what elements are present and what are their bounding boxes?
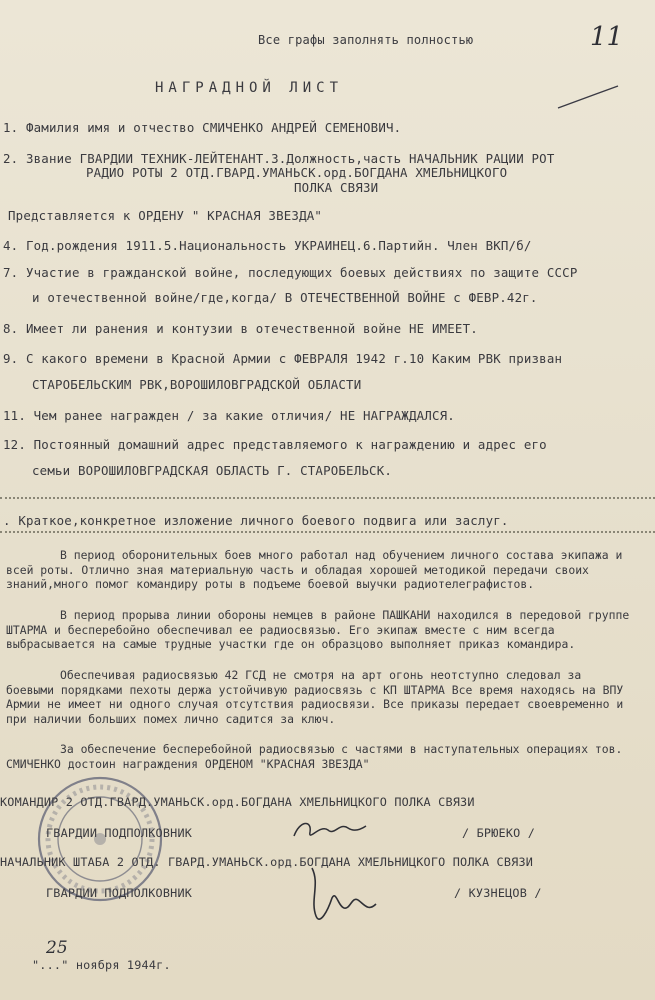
narrative-paragraph-1: В период оборонительных боев много работал над обучением личного состава экипажа и всей роты. Отлично зная материальную часть и обладая хорошей методикой передачи своих знаний,много помог командиру роты в подъеме боевой выучки радиотелеграфистов. <box>6 548 623 592</box>
item-service-line1: 9. С какого времени в Красной Армии с ФЕВРАЛЯ 1942 г.10 Каким РВК призван <box>3 351 563 366</box>
handwritten-mark <box>556 82 620 112</box>
item-name: 1. Фамилия имя и отчество СМИЧЕНКО АНДРЕЙ СЕМЕНОВИЧ. <box>3 120 402 135</box>
chief-name: / КУЗНЕЦОВ / <box>454 886 542 900</box>
page-title: НАГРАДНОЙ ЛИСТ <box>155 80 344 96</box>
item-address-line1: 12. Постоянный домашний адрес представляемого к награждению и адрес его <box>3 437 547 452</box>
item-participation-line2: и отечественной войне/где,когда/ В ОТЕЧЕСТВЕННОЙ ВОЙНЕ с ФЕВР.42г. <box>32 290 538 305</box>
commander-rank: ГВАРДИИ ПОДПОЛКОВНИК <box>46 826 193 840</box>
item-awards: 11. Чем ранее награжден / за какие отличия/ НЕ НАГРАЖДАЛСЯ. <box>3 408 455 423</box>
chief-position: НАЧАЛЬНИК ШТАБА 2 ОТД. ГВАРД.УМАНЬСК.орд.БОГДАНА ХМЕЛЬНИЦКОГО ПОЛКА СВЯЗИ <box>0 855 534 869</box>
date-text: "..." ноября 1944г. <box>32 958 171 972</box>
item-service-line2: СТАРОБЕЛЬСКИМ РВК,ВОРОШИЛОВГРАДСКОЙ ОБЛАСТИ <box>32 377 362 392</box>
chief-signature <box>292 860 388 932</box>
item-rank-line1: 2. Звание ГВАРДИИ ТЕХНИК-ЛЕЙТЕНАНТ.3.Должность,часть НАЧАЛЬНИК РАЦИИ РОТ <box>3 151 555 166</box>
item-participation-line1: 7. Участие в гражданской войне, последующих боевых действиях по защите СССР <box>3 265 578 280</box>
narrative-paragraph-3: Обеспечивая радиосвязью 42 ГСД не смотря на арт огонь неотступно следовал за боевыми порядками пехоты держа устойчивую радиосвязь с КП ШТАРМА Все время находясь на ВПУ Армии не имеет ни одного случая отсутствия радиосвязи. Все приказы передает своевременно и при наличии больших помех лично садится за ключ. <box>6 668 624 726</box>
section-divider-bottom <box>0 531 655 533</box>
section-divider <box>0 497 655 499</box>
header-note: Все графы заполнять полностью <box>258 33 474 47</box>
item-rank-line2: РАДИО РОТЫ 2 ОТД.ГВАРД.УМАНЬСК.орд.БОГДАНА ХМЕЛЬНИЦКОГО <box>86 165 508 180</box>
narrative-paragraph-2: В период прорыва линии обороны немцев в районе ПАШКАНИ находился в передовой группе ШТАРМА и бесперебойно обеспечивал ее радиосвязью. Его экипаж вместе с ним всегда выбрасывается на самые трудные участки где он образцово выполняет приказ командира. <box>6 608 630 652</box>
item-wounds: 8. Имеет ли ранения и контузии в отечественной войне НЕ ИМЕЕТ. <box>3 321 478 336</box>
page-number: 11 <box>590 22 624 52</box>
date-handwritten: 25 <box>46 938 68 958</box>
narrative-paragraph-4: За обеспечение бесперебойной радиосвязью с частями в наступательных операциях тов. СМИЧЕНКО достоин награждения ОРДЕНОМ "КРАСНАЯ ЗВЕЗДА" <box>6 742 623 771</box>
item-address-line2: семьи ВОРОШИЛОВГРАДСКАЯ ОБЛАСТЬ Г. СТАРОБЕЛЬСК. <box>32 463 393 478</box>
item-nomination: Представляется к ОРДЕНУ " КРАСНАЯ ЗВЕЗДА" <box>8 208 323 223</box>
commander-signature <box>290 814 370 848</box>
item-birth: 4. Год.рождения 1911.5.Национальность УКРАИНЕЦ.6.Партийн. Член ВКП/б/ <box>3 238 532 253</box>
commander-name: / БРЮЕКО / <box>462 826 536 840</box>
commander-position: КОМАНДИР 2 ОТД.ГВАРД.УМАНЬСК.орд.БОГДАНА ХМЕЛЬНИЦКОГО ПОЛКА СВЯЗИ <box>0 795 475 809</box>
chief-rank: ГВАРДИИ ПОДПОЛКОВНИК <box>46 886 193 900</box>
section-heading: . Краткое,конкретное изложение личного боевого подвига или заслуг. <box>3 513 509 528</box>
item-rank-line3: ПОЛКА СВЯЗИ <box>294 180 379 195</box>
